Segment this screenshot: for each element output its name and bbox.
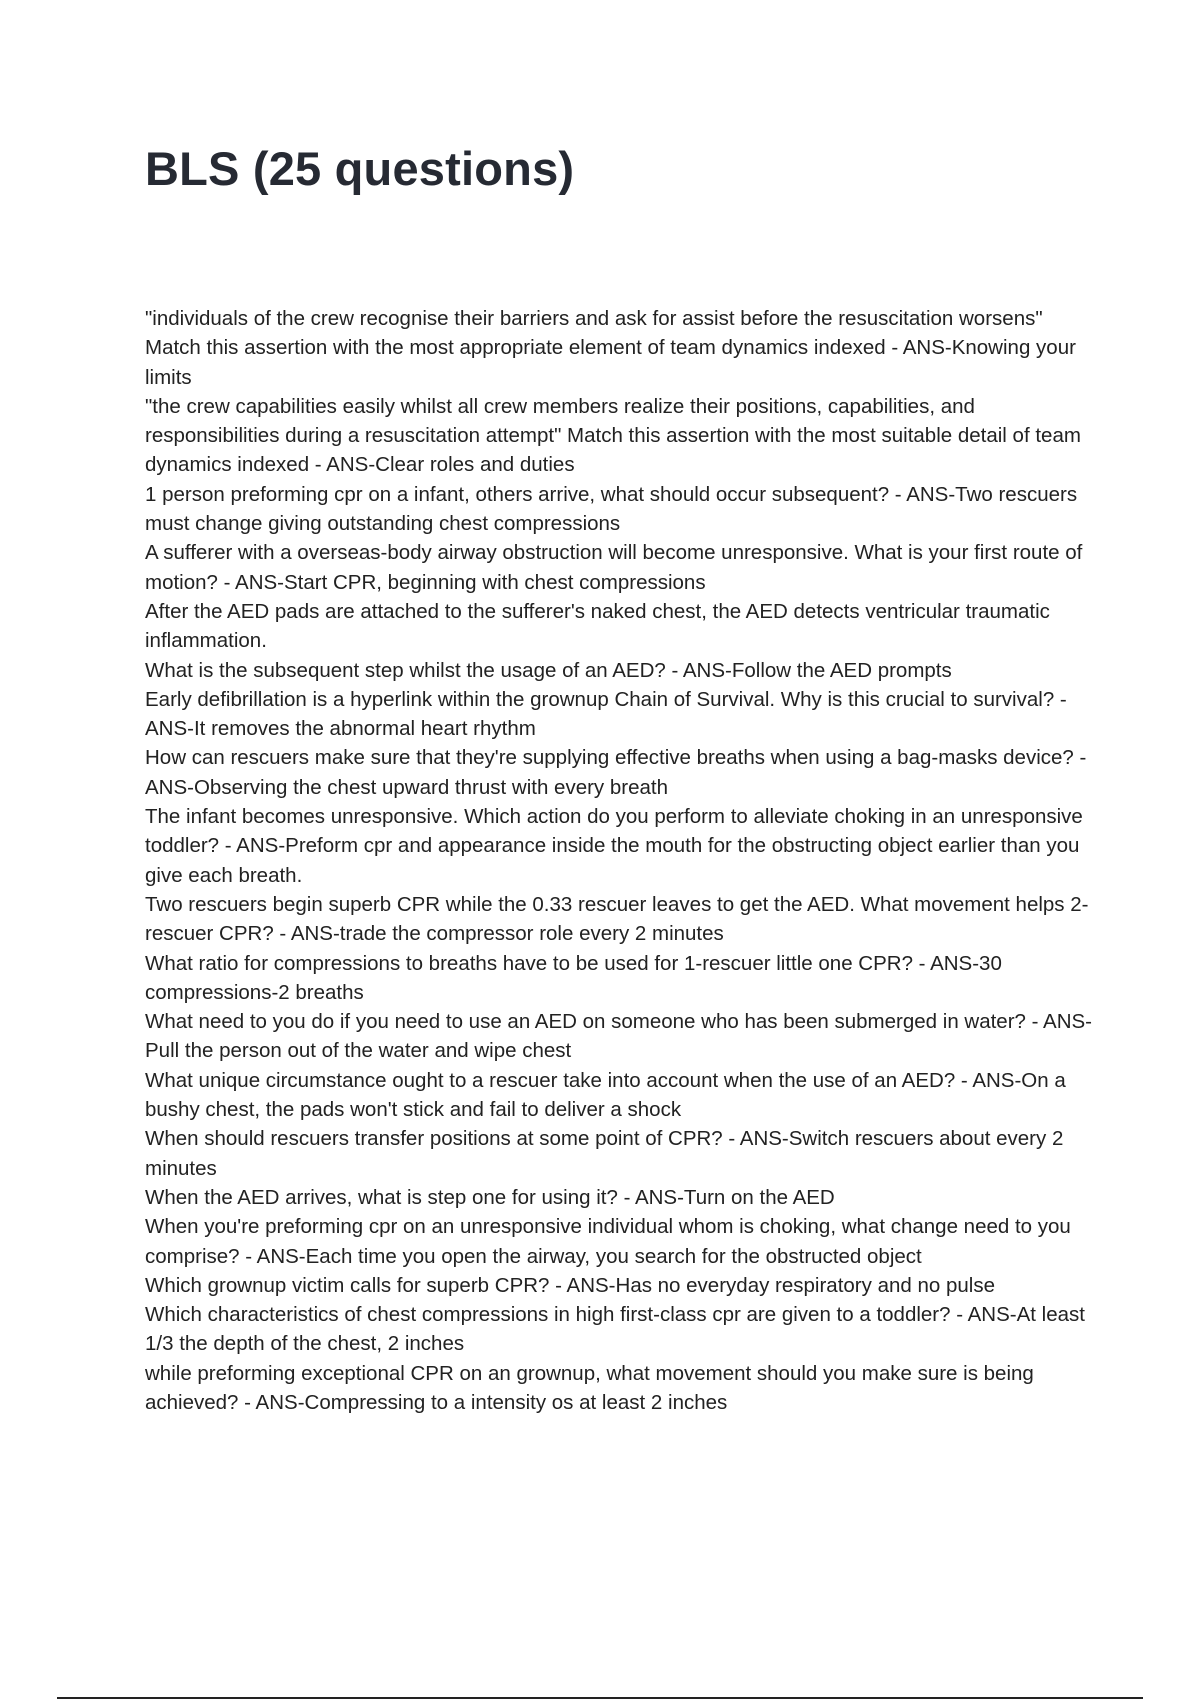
qa-line: What ratio for compressions to breaths have to be used for 1-rescuer little one CPR? - ANS-30 compressions-2 breaths (145, 951, 1002, 1004)
qa-line: Which grownup victim calls for superb CPR? - ANS-Has no everyday respiratory and no pulse (145, 1273, 995, 1297)
qa-line: When the AED arrives, what is step one for using it? - ANS-Turn on the AED (145, 1185, 835, 1209)
qa-line: A sufferer with a overseas-body airway obstruction will become unresponsive. What is your first route of motion? - ANS-Start CPR, beginning with chest compressions (145, 541, 1083, 594)
qa-line: Early defibrillation is a hyperlink within the grownup Chain of Survival. Why is this crucial to survival? - ANS-It removes the abnormal heart rhythm (145, 687, 1067, 741)
qa-line: The infant becomes unresponsive. Which action do you perform to alleviate choking in an unresponsive toddler? - ANS-Preform cpr and appearance inside the mouth for the obstructing object earlier than you give each breath. (145, 805, 1083, 887)
qa-line: After the AED pads are attached to the sufferer's naked chest, the AED detects ventricular traumatic inflammation. (145, 599, 1050, 653)
qa-line: while preforming exceptional CPR on an grownup, what movement should you make sure is being achieved? - ANS-Compressing to a intensity os at least 2 inches (145, 1361, 1034, 1414)
qa-line: "the crew capabilities easily whilst all crew members realize their positions, capabilities, and responsibilities during a resuscitation attempt" Match this assertion with the most suitable detail of team dynamics indexed - ANS-Clear roles and duties (145, 394, 1081, 477)
qa-line: How can rescuers make sure that they're supplying effective breaths when using a bag-masks device? - ANS-Observing the chest upward thrust with every breath (145, 746, 1087, 799)
qa-line: When should rescuers transfer positions at some point of CPR? - ANS-Switch rescuers about every 2 minutes (145, 1127, 1064, 1180)
qa-line: "individuals of the crew recognise their barriers and ask for assist before the resuscitation worsens" Match this assertion with the most appropriate element of team dynamics indexed - ANS-Knowing your limits (145, 307, 1076, 389)
qa-list (145, 304, 1095, 1417)
qa-line: When you're preforming cpr on an unresponsive individual whom is choking, what change need to you comprise? - ANS-Each time you open the airway, you search for the obstructed object (145, 1215, 1071, 1268)
document-title: BLS (25 questions) (145, 142, 575, 195)
footer-divider (57, 1697, 1143, 1699)
qa-line: What unique circumstance ought to a rescuer take into account when the use of an AED? - ANS-On a bushy chest, the pads won't stick and fail to deliver a shock (145, 1068, 1066, 1122)
qa-line: Which characteristics of chest compressions in high first-class cpr are given to a toddler? - ANS-At least 1/3 the depth of the chest, 2 inches (145, 1303, 1085, 1356)
qa-line: What need to you do if you need to use an AED on someone who has been submerged in water? - ANS-Pull the person out of the water and wipe chest (145, 1010, 1093, 1063)
qa-line: 1 person preforming cpr on a infant, others arrive, what should occur subsequent? - ANS-Two rescuers must change giving outstanding chest compressions (145, 482, 1078, 536)
qa-line: Two rescuers begin superb CPR while the 0.33 rescuer leaves to get the AED. What movement helps 2-rescuer CPR? - ANS-trade the compressor role every 2 minutes (145, 892, 1089, 946)
qa-line: What is the subsequent step whilst the usage of an AED? - ANS-Follow the AED prompts (145, 658, 952, 682)
